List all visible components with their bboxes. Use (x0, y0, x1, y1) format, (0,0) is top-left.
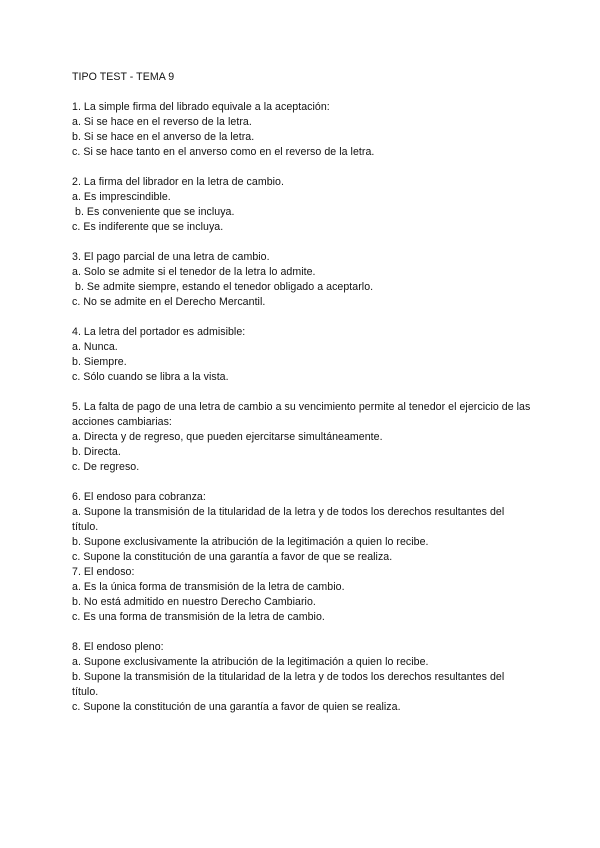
question-8-option-b: b. Supone la transmisión de la titularidad de la letra y de todos los derechos resultantes del título. (72, 671, 508, 698)
question-1-option-c: c. Si se hace tanto en el anverso como en el reverso de la letra. (72, 146, 375, 158)
question-5-option-c: c. De regreso. (72, 461, 140, 473)
question-5-option-b: b. Directa. (72, 446, 121, 458)
question-6-option-b: b. Supone exclusivamente la atribución de la legitimación a quien lo recibe. (72, 536, 429, 548)
question-6-prompt: 6. El endoso para cobranza: (72, 491, 206, 503)
question-3-option-b: b. Se admite siempre, estando el tenedor obligado a aceptarlo. (72, 281, 374, 293)
question-8-option-a: a. Supone exclusivamente la atribución de la legitimación a quien lo recibe. (72, 656, 429, 668)
question-8 (72, 640, 532, 715)
question-1-option-b: b. Si se hace en el anverso de la letra. (72, 131, 255, 143)
question-4-option-b: b. Siempre. (72, 356, 127, 368)
question-3-prompt: 3. El pago parcial de una letra de cambio. (72, 251, 270, 263)
question-6-option-c: c. Supone la constitución de una garantía a favor de que se realiza. (72, 551, 393, 563)
question-8-option-c: c. Supone la constitución de una garantía a favor de quien se realiza. (72, 701, 401, 713)
question-1-prompt: 1. La simple firma del librado equivale a la aceptación: (72, 101, 330, 113)
question-7-prompt: 7. El endoso: (72, 566, 135, 578)
question-5 (72, 400, 532, 475)
question-5-prompt: 5. La falta de pago de una letra de cambio a su vencimiento permite al tenedor el ejercicio de las acciones cambiarias: (72, 401, 534, 428)
question-1-option-a: a. Si se hace en el reverso de la letra. (72, 116, 252, 128)
question-2-option-b: b. Es conveniente que se incluya. (72, 206, 235, 218)
question-4 (72, 325, 532, 385)
question-4-option-c: c. Sólo cuando se libra a la vista. (72, 371, 229, 383)
question-2-option-c: c. Es indiferente que se incluya. (72, 221, 224, 233)
question-8-prompt: 8. El endoso pleno: (72, 641, 164, 653)
question-4-prompt: 4. La letra del portador es admisible: (72, 326, 246, 338)
question-2-prompt: 2. La firma del librador en la letra de cambio. (72, 176, 284, 188)
question-4-option-a: a. Nunca. (72, 341, 118, 353)
document-content (72, 70, 532, 715)
question-5-option-a: a. Directa y de regreso, que pueden ejercitarse simultáneamente. (72, 431, 383, 443)
question-6-option-a: a. Supone la transmisión de la titularidad de la letra y de todos los derechos resultantes del título. (72, 506, 508, 533)
question-7 (72, 565, 532, 625)
question-3-option-c: c. No se admite en el Derecho Mercantil. (72, 296, 266, 308)
question-3 (72, 250, 532, 310)
question-7-option-c: c. Es una forma de transmisión de la letra de cambio. (72, 611, 325, 623)
question-2 (72, 175, 532, 235)
document-title: TIPO TEST - TEMA 9 (72, 71, 175, 83)
question-2-option-a: a. Es imprescindible. (72, 191, 171, 203)
question-3-option-a: a. Solo se admite si el tenedor de la letra lo admite. (72, 266, 316, 278)
question-7-option-a: a. Es la única forma de transmisión de la letra de cambio. (72, 581, 345, 593)
question-7-option-b: b. No está admitido en nuestro Derecho Cambiario. (72, 596, 316, 608)
question-1 (72, 100, 532, 160)
question-6 (72, 490, 532, 565)
